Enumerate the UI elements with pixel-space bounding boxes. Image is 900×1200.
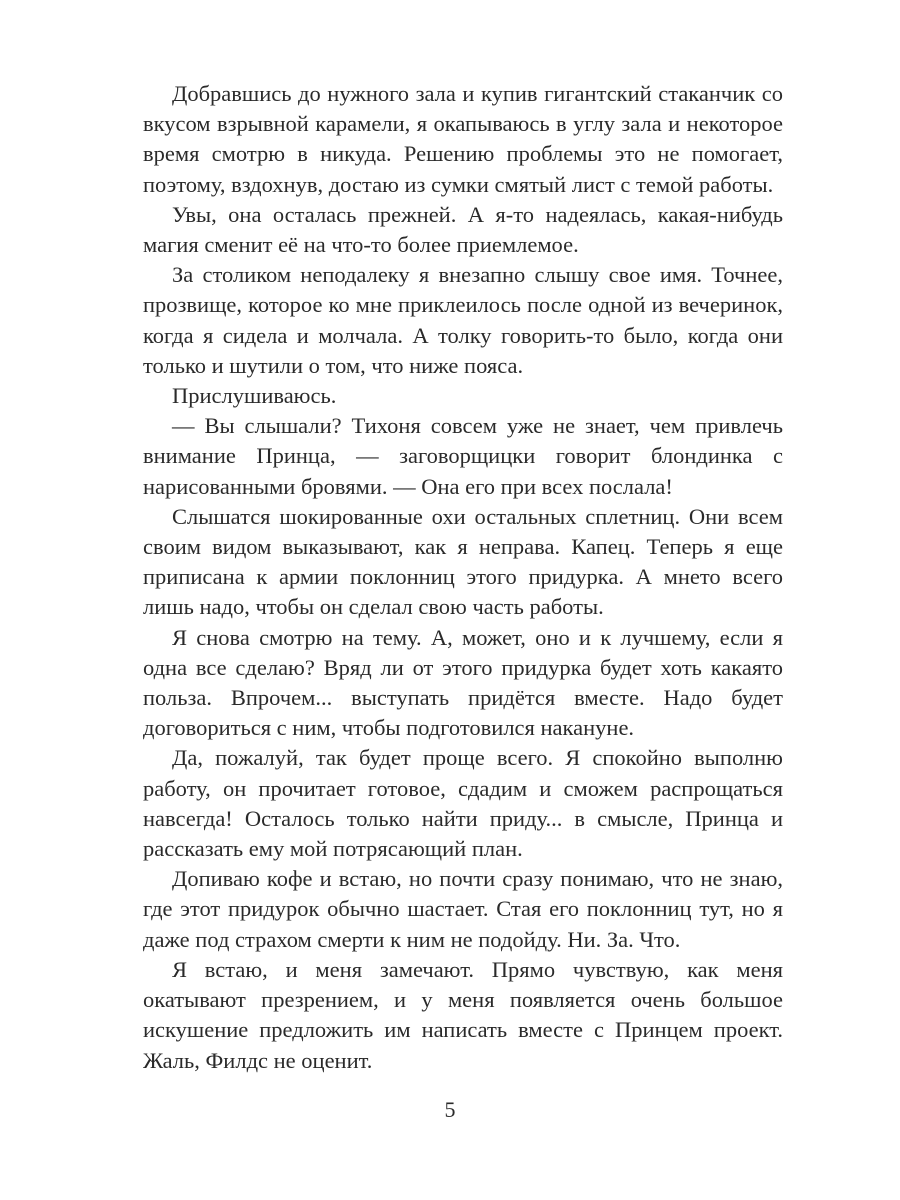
body-text bbox=[143, 79, 783, 1076]
paragraph-3: За столиком неподалеку я внезапно слышу свое имя. Точнее, прозвище, которое ко мне приклеилось после одной из вечеринок, когда я сидела и молчала. А толку говорить-то было, когда они только и шутили о том, что ниже пояса. bbox=[143, 262, 783, 378]
paragraph-8: Да, пожалуй, так будет проще всего. Я спокойно выполню работу, он прочитает готовое, сдадим и сможем распрощаться навсегда! Осталось только найти приду... в смысле, Принца и рассказать ему мой потрясающий план. bbox=[143, 745, 783, 862]
paragraph-6: Слышатся шокированные охи остальных сплетниц. Они всем своим видом выказывают, как я неправа. Капец. Теперь я еще приписана к армии поклонниц этого придурка. А мнето всего лишь надо, чтобы он сделал свою часть работы. bbox=[143, 503, 783, 620]
page-number: 5 bbox=[444, 1097, 456, 1122]
paragraph-2: Увы, она осталась прежней. А я-то надеялась, какая-нибудь магия сменит её на что-то более приемлемое. bbox=[143, 201, 783, 258]
paragraph-10: Я встаю, и меня замечают. Прямо чувствую, как меня окатывают презрением, и у меня появляется очень большое искушение предложить им написать вместе с Принцем проект. Жаль, Филдс не оценит. bbox=[143, 956, 783, 1073]
paragraph-1: Добравшись до нужного зала и купив гигантский стаканчик со вкусом взрывной карамели, я окапываюсь в углу зала и некоторое время смотрю в никуда. Решению проблемы это не помогает, поэтому, вздохнув, достаю из сумки смятый лист с темой работы. bbox=[143, 81, 783, 197]
paragraph-4: Прислушиваюсь. bbox=[172, 383, 337, 409]
paragraph-7: Я снова смотрю на тему. А, может, оно и к лучшему, если я одна все сделаю? Вряд ли от этого придурка будет хоть какаято польза. Впрочем... выступать придётся вместе. Надо будет договориться с ним, чтобы подготовился накануне. bbox=[143, 624, 783, 741]
paragraph-5: — Вы слышали? Тихоня совсем уже не знает, чем привлечь внимание Принца, — заговорщицки говорит блондинка с нарисованными бровями. — Она его при всех послала! bbox=[143, 413, 783, 499]
paragraph-9: Допиваю кофе и встаю, но почти сразу понимаю, что не знаю, где этот придурок обычно шастает. Стая его поклонниц тут, но я даже под страхом смерти к ним не подойду. Ни. За. Что. bbox=[143, 866, 783, 952]
